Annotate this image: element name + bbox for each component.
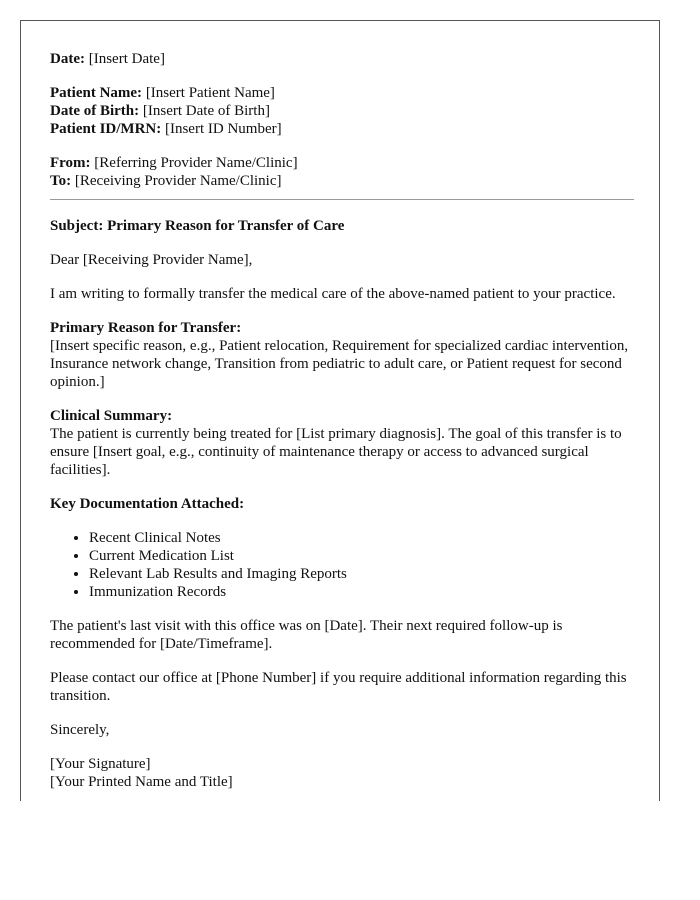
- docs-heading: [50, 495, 634, 513]
- letter-page: [20, 20, 660, 801]
- from-value: [Referring Provider Name/Clinic]: [90, 155, 298, 171]
- patient-id-value: [Insert ID Number]: [161, 121, 282, 137]
- from-label: From:: [50, 155, 91, 171]
- contact-paragraph: Please contact our office at [Phone Number] if you require additional information regarding this transition.: [50, 670, 627, 704]
- reason-text: [Insert specific reason, e.g., Patient relocation, Requirement for specialized cardiac intervention, Insurance network change, Transition from pediatric to adult care, or Patient request for second opinion.]: [50, 338, 629, 390]
- printed-name-line: [Your Printed Name and Title]: [50, 774, 233, 790]
- subject-line: [50, 217, 634, 235]
- to-line: [50, 172, 634, 190]
- patient-name-label: Patient Name:: [50, 85, 143, 101]
- last-visit-paragraph: The patient's last visit with this office was on [Date]. Their next required follow-up is recommended for [Date/Timeframe].: [50, 618, 563, 652]
- summary-text: The patient is currently being treated for [List primary diagnosis]. The goal of this transfer is to ensure [Insert goal, e.g., continuity of maintenance therapy or access to advanced surgical facilities].: [50, 426, 622, 478]
- date-label: Date:: [50, 51, 85, 67]
- subject-text: Subject: Primary Reason for Transfer of Care: [50, 218, 345, 234]
- summary-section: [50, 407, 634, 479]
- signature-line: [Your Signature]: [50, 756, 151, 772]
- patient-id-line: [50, 120, 634, 138]
- salutation: Dear [Receiving Provider Name],: [50, 252, 253, 268]
- signature-block: [50, 755, 634, 791]
- to-label: To:: [50, 173, 72, 189]
- to-value: [Receiving Provider Name/Clinic]: [71, 173, 282, 189]
- docs-list: [50, 529, 634, 601]
- dob-value: [Insert Date of Birth]: [139, 103, 270, 119]
- provider-info: [50, 154, 634, 190]
- intro-paragraph: I am writing to formally transfer the medical care of the above-named patient to your practice.: [50, 286, 616, 302]
- date-value: [Insert Date]: [84, 51, 165, 67]
- from-line: [50, 154, 634, 172]
- letter-content: [50, 50, 634, 791]
- closing: Sincerely,: [50, 722, 110, 738]
- header-divider: [50, 199, 634, 200]
- list-item: • Relevant Lab Results and Imaging Reports: [89, 565, 634, 583]
- date-line: [50, 50, 634, 68]
- list-item: • Immunization Records: [89, 583, 634, 601]
- list-item: • Recent Clinical Notes: [89, 529, 634, 547]
- summary-heading: Clinical Summary:: [50, 408, 173, 424]
- patient-name-line: [50, 84, 634, 102]
- docs-heading-text: Key Documentation Attached:: [50, 496, 245, 512]
- reason-heading: Primary Reason for Transfer:: [50, 320, 242, 336]
- patient-info: [50, 84, 634, 138]
- dob-line: [50, 102, 634, 120]
- list-item: • Current Medication List: [89, 547, 634, 565]
- patient-id-label: Patient ID/MRN:: [50, 121, 162, 137]
- reason-section: [50, 319, 634, 391]
- dob-label: Date of Birth:: [50, 103, 140, 119]
- patient-name-value: [Insert Patient Name]: [142, 85, 275, 101]
